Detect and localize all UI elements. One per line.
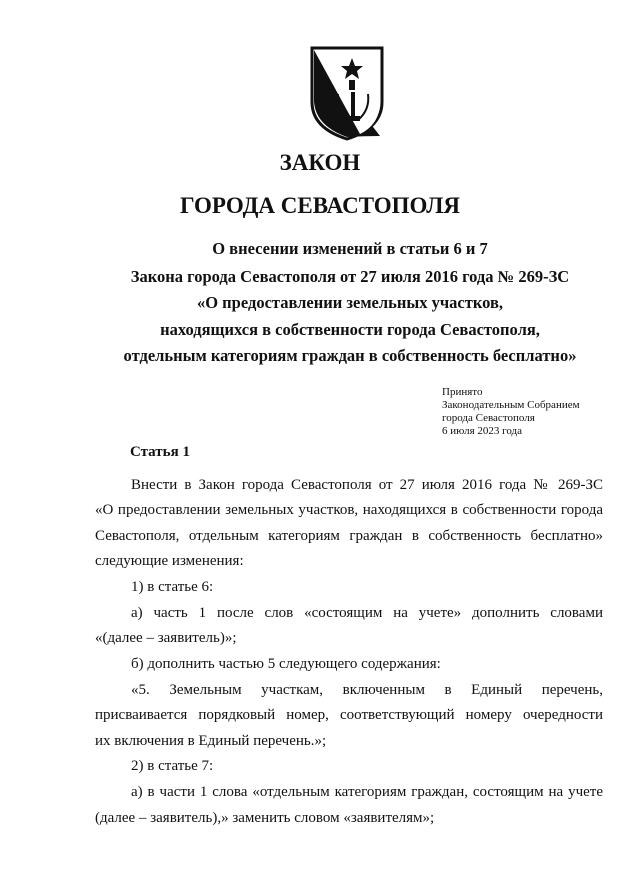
subtitle-line-5: отдельным категориям граждан в собственность бесплатно»	[123, 346, 577, 365]
sevastopol-coat-of-arms-emblem	[308, 44, 386, 142]
adoption-note-line: Законодательным Собранием	[442, 399, 580, 411]
body-line: 1) в статье 6:	[131, 579, 214, 595]
subtitle-line-3: «О предоставлении земельных участков,	[196, 293, 504, 312]
adoption-note-line: Принято	[442, 386, 483, 398]
adoption-note-line: города Севастополя	[442, 412, 535, 424]
subtitle-line-2: Закона города Севастополя от 27 июля 2016 года № 269-ЗС	[130, 267, 570, 286]
subtitle-line-4: находящихся в собственности города Севастополя,	[160, 320, 540, 339]
adoption-note-line: 6 июля 2023 года	[442, 425, 523, 437]
adoption-note	[442, 386, 580, 438]
body-line: «5. Земельным участкам, включенным в Единый перечень,	[131, 682, 603, 698]
body-line: следующие изменения:	[95, 553, 244, 569]
body-line: а) часть 1 после слов «состоящим на учете» дополнить словами	[131, 605, 603, 621]
body-line: а) в части 1 слова «отдельным категориям граждан, состоящим на учете	[131, 784, 603, 800]
body-line: 2) в статье 7:	[131, 758, 214, 774]
subtitle-line-1: О внесении изменений в статьи 6 и 7	[212, 239, 488, 258]
issuing-authority-title: ГОРОДА СЕВАСТОПОЛЯ	[179, 193, 461, 218]
body-line: б) дополнить частью 5 следующего содержания:	[131, 656, 441, 672]
body-line: Севастополя, отдельным категориям граждан в собственность бесплатно»	[95, 528, 603, 544]
body-line: Внести в Закон города Севастополя от 27 июля 2016 года № 269-ЗС	[131, 477, 603, 493]
body-line: (далее – заявитель),» заменить словом «заявителям»;	[95, 810, 435, 826]
document-type-title: ЗАКОН	[279, 150, 361, 175]
body-line: присваивается порядковый номер, соответствующий номеру очередности	[95, 707, 603, 723]
body-line: их включения в Единый перечень.»;	[95, 733, 327, 749]
body-line: «О предоставлении земельных участков, находящихся в собственности города	[95, 502, 603, 518]
body-line: «(далее – заявитель)»;	[95, 630, 237, 646]
article-heading: Статья 1	[130, 444, 190, 460]
